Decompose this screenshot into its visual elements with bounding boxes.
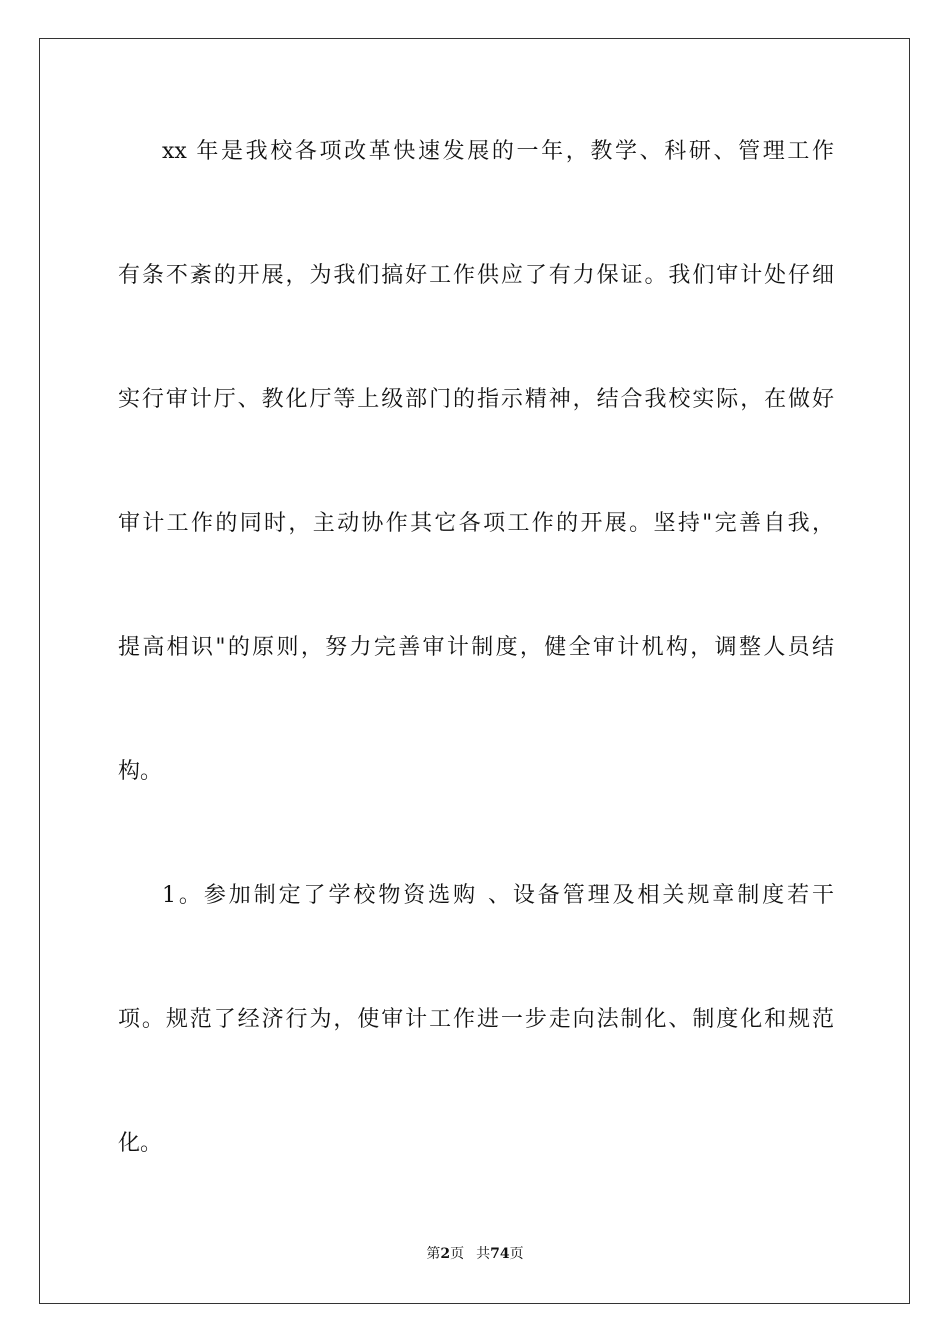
page-number: 2 (440, 1246, 451, 1262)
total-suffix: 页 (509, 1246, 524, 1262)
paragraph-1-line-4: 审计工作的同时，主动协作其它各项工作的开展。坚持"完善自我， (118, 511, 834, 536)
total-prefix: 共 (476, 1246, 491, 1262)
paragraph-1-line-6: 构。 (118, 759, 163, 784)
page-suffix: 页 (450, 1246, 465, 1262)
paragraph-1-line-2: 有条不紊的开展，为我们搞好工作供应了有力保证。我们审计处仔细 (118, 263, 834, 288)
paragraph-2-line-2: 项。规范了经济行为，使审计工作进一步走向法制化、制度化和规范 (118, 1007, 834, 1032)
page-footer (0, 1245, 950, 1263)
paragraph-2-line-3: 化。 (118, 1131, 163, 1156)
paragraph-2-line-1: 1。参加制定了学校物资选购 、设备管理及相关规章制度若干 (162, 883, 834, 908)
paragraph-1-line-1: xx 年是我校各项改革快速发展的一年，教学、科研、管理工作 (162, 139, 834, 164)
paragraph-1-line-3: 实行审计厅、教化厅等上级部门的指示精神，结合我校实际，在做好 (118, 387, 834, 412)
total-pages: 74 (490, 1246, 510, 1262)
page-prefix: 第 (426, 1246, 441, 1262)
paragraph-1-line-5: 提高相识"的原则，努力完善审计制度，健全审计机构，调整人员结 (118, 635, 834, 660)
page-frame (39, 38, 910, 1304)
